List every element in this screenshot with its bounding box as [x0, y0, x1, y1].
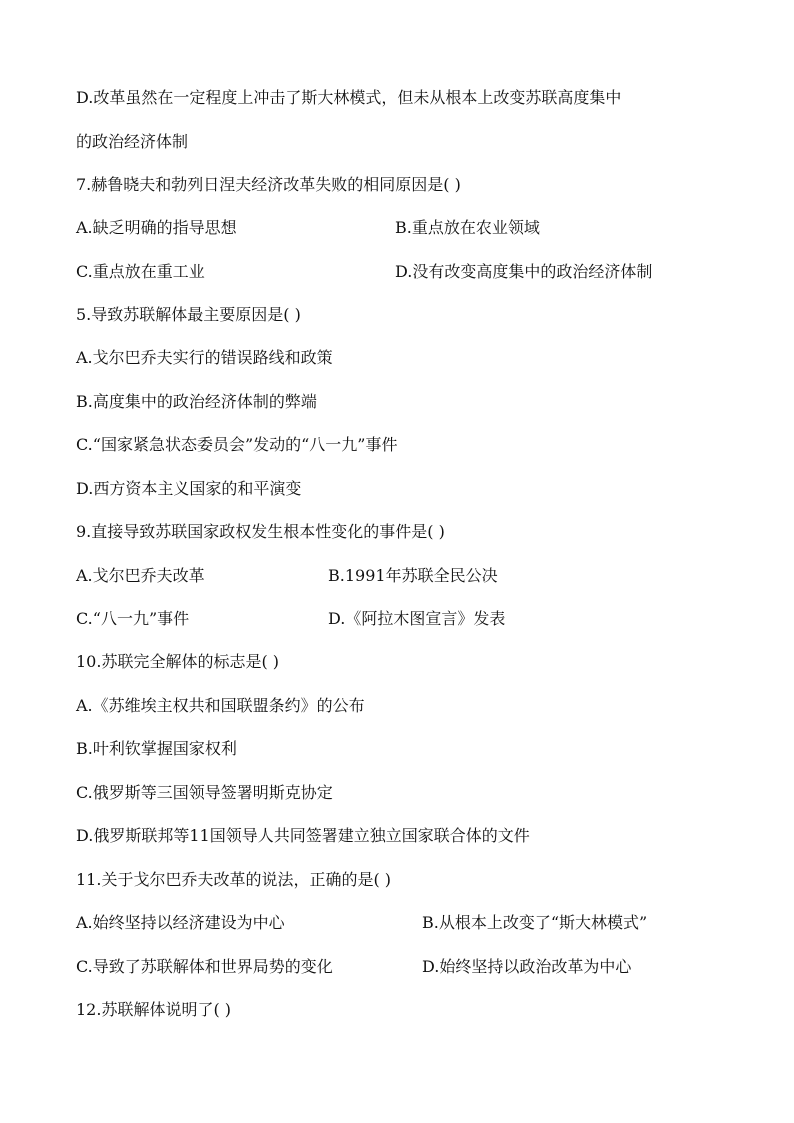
q7-option-d: D.没有改变高度集中的政治经济体制	[395, 262, 653, 281]
q11-option-b: B.从根本上改变了“斯大林模式”	[422, 913, 648, 932]
question-7: 7.赫鲁晓夫和勃列日涅夫经济改革失败的相同原因是( )	[76, 175, 461, 194]
question-12: 12.苏联解体说明了( )	[76, 1000, 232, 1019]
question-9: 9.直接导致苏联国家政权发生根本性变化的事件是( )	[76, 522, 445, 541]
q8-option-b: B.高度集中的政治经济体制的弊端	[76, 392, 317, 411]
q6-option-d-line1: D.改革虽然在一定程度上冲击了斯大林模式，但未从根本上改变苏联高度集中	[76, 88, 622, 107]
q7-option-c: C.重点放在重工业	[76, 262, 205, 281]
q9-option-b: B.1991年苏联全民公决	[328, 566, 498, 585]
q9-option-a: A.戈尔巴乔夫改革	[76, 566, 205, 585]
q8-option-c: C.“国家紧急状态委员会”发动的“八一九”事件	[76, 435, 398, 454]
q10-option-a: A.《苏维埃主权共和国联盟条约》的公布	[76, 696, 365, 715]
q11-option-d: D.始终坚持以政治改革为中心	[422, 957, 632, 976]
q11-option-c: C.导致了苏联解体和世界局势的变化	[76, 957, 333, 976]
question-8: 5.导致苏联解体最主要原因是( )	[76, 305, 301, 324]
q11-option-a: A.始终坚持以经济建设为中心	[76, 913, 285, 932]
q8-option-d: D.西方资本主义国家的和平演变	[76, 479, 302, 498]
q8-option-a: A.戈尔巴乔夫实行的错误路线和政策	[76, 348, 333, 367]
q7-option-b: B.重点放在农业领域	[395, 218, 540, 237]
question-11: 11.关于戈尔巴乔夫改革的说法，正确的是( )	[76, 870, 392, 889]
question-10: 10.苏联完全解体的标志是( )	[76, 652, 280, 671]
q9-option-c: C.“八一九”事件	[76, 609, 190, 628]
q6-option-d-line2: 的政治经济体制	[76, 132, 189, 151]
q10-option-b: B.叶利钦掌握国家权利	[76, 739, 237, 758]
q7-option-a: A.缺乏明确的指导思想	[76, 218, 237, 237]
q10-option-c: C.俄罗斯等三国领导签署明斯克协定	[76, 783, 333, 802]
q9-option-d: D.《阿拉木图宣言》发表	[328, 609, 506, 628]
q10-option-d: D.俄罗斯联邦等11国领导人共同签署建立独立国家联合体的文件	[76, 826, 530, 845]
